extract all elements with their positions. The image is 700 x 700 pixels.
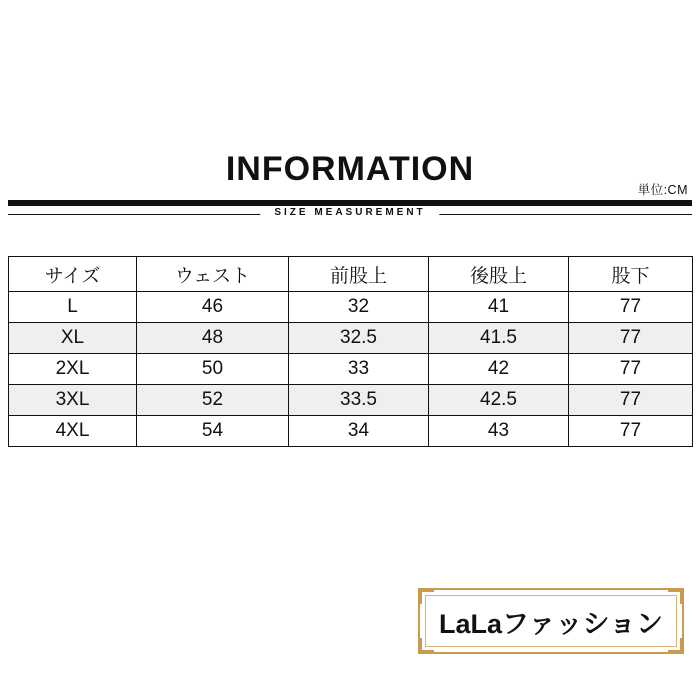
- logo-inner-frame: [425, 595, 677, 647]
- cell-size: 3XL: [9, 385, 137, 416]
- column-header: 前股上: [289, 257, 429, 292]
- cell-back-rise: 43: [429, 416, 569, 447]
- cell-front-rise: 33: [289, 354, 429, 385]
- size-table: [8, 256, 693, 447]
- table-row: [9, 323, 693, 354]
- cell-back-rise: 42.5: [429, 385, 569, 416]
- cell-waist: 46: [137, 292, 289, 323]
- cell-back-rise: 41.5: [429, 323, 569, 354]
- cell-waist: 52: [137, 385, 289, 416]
- unit-note: 単位:CM: [637, 183, 688, 197]
- size-table-container: [8, 256, 692, 447]
- table-row: [9, 385, 693, 416]
- column-header: 股下: [569, 257, 693, 292]
- cell-inseam: 77: [569, 385, 693, 416]
- cell-inseam: 77: [569, 292, 693, 323]
- cell-front-rise: 34: [289, 416, 429, 447]
- cell-back-rise: 41: [429, 292, 569, 323]
- divider-group: [0, 200, 700, 230]
- brand-logo: [418, 588, 684, 654]
- table-row: [9, 354, 693, 385]
- cell-back-rise: 42: [429, 354, 569, 385]
- column-header: 後股上: [429, 257, 569, 292]
- column-header: サイズ: [9, 257, 137, 292]
- cell-waist: 54: [137, 416, 289, 447]
- cell-waist: 48: [137, 323, 289, 354]
- cell-front-rise: 32.5: [289, 323, 429, 354]
- section-subtitle: SIZE MEASUREMENT: [260, 207, 439, 218]
- cell-inseam: 77: [569, 354, 693, 385]
- cell-size: 2XL: [9, 354, 137, 385]
- cell-inseam: 77: [569, 323, 693, 354]
- logo-text: LaLaファッション: [439, 608, 663, 639]
- cell-waist: 50: [137, 354, 289, 385]
- cell-size: 4XL: [9, 416, 137, 447]
- cell-size: L: [9, 292, 137, 323]
- cell-front-rise: 32: [289, 292, 429, 323]
- table-row: [9, 416, 693, 447]
- column-header: ウェスト: [137, 257, 289, 292]
- cell-front-rise: 33.5: [289, 385, 429, 416]
- table-header-row: [9, 257, 693, 292]
- divider-thick: [8, 200, 692, 206]
- cell-inseam: 77: [569, 416, 693, 447]
- cell-size: XL: [9, 323, 137, 354]
- page-title: INFORMATION: [225, 150, 475, 188]
- title-row: [0, 150, 700, 197]
- header-section: [0, 150, 700, 230]
- table-row: [9, 292, 693, 323]
